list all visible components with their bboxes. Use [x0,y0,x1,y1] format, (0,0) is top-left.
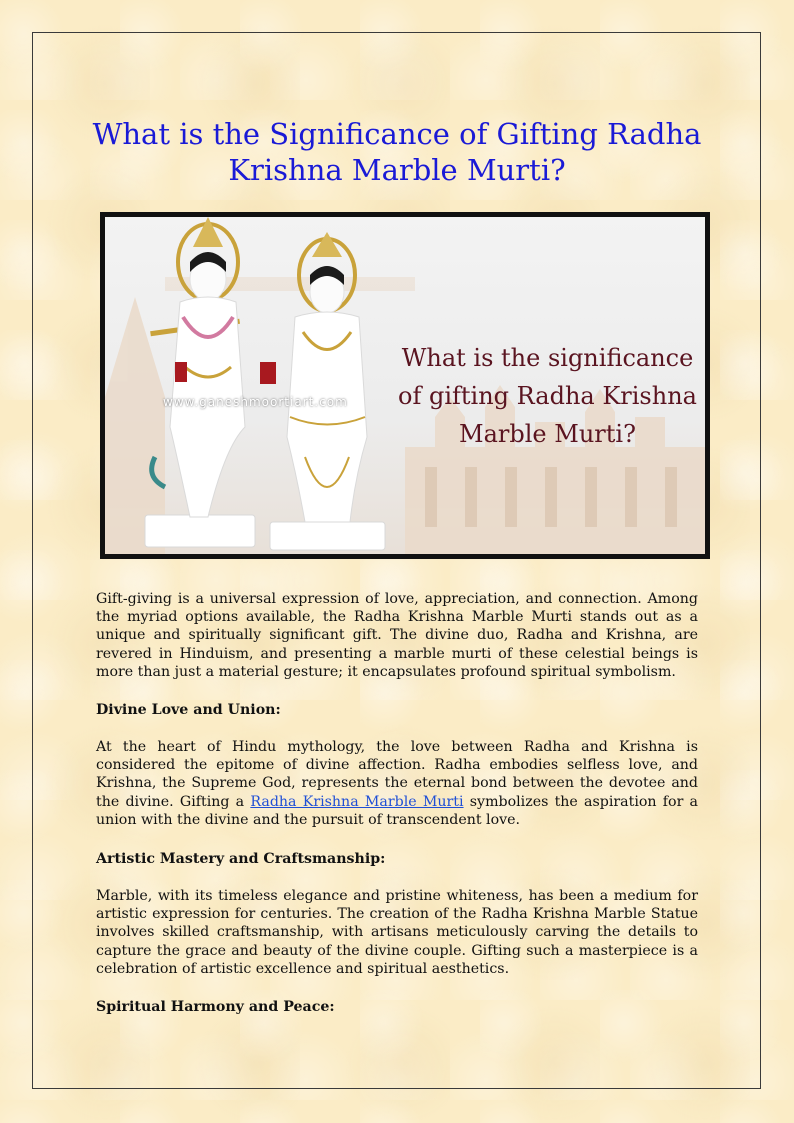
watermark-text: www.ganeshmoortiart.com [163,395,348,409]
intro-paragraph: Gift-giving is a universal expression of love, appreciation, and connection. Among the myriad options available, the Radha Krishna Marble Murti stands out as a unique and spiritually significant gift. The divine duo, Radha and Krishna, are revered in Hinduism, and presenting a marble murti of these celestial beings is more than just a material gesture; it encapsulates profound spiritual symbolism. [96,591,698,680]
section-heading-spiritual-harmony: Spiritual Harmony and Peace: [96,999,335,1015]
radha-figure [287,232,367,522]
section-heading-divine-love: Divine Love and Union: [96,702,281,718]
hero-caption: What is the significance of gifting Radha Krishna Marble Murti? [398,344,697,448]
divine-love-text-1: At the heart of Hindu mythology, the love between Radha and Krishna is considered the epitome of divine affection. Radha embodies selfless love, and Krishna, the Supreme God, represents the eternal bond between the devotee and the divine. Gifting a [96,739,698,810]
page-title: What is the Significance of Gifting Radha Krishna Marble Murti? [92,117,702,187]
hero-image [100,212,710,559]
section-heading-artistic-mastery: Artistic Mastery and Craftsmanship: [96,851,386,867]
krishna-figure [150,217,276,517]
radha-base [270,522,385,550]
divine-love-text-2: symbolizes the aspiration for a union with the divine and the pursuit of transcendent love. [96,793,699,828]
krishna-base [145,515,255,547]
radha-krishna-murti-link[interactable]: Radha Krishna Marble Murti [250,793,464,810]
divine-love-paragraph [96,738,698,829]
artistic-mastery-paragraph: Marble, with its timeless elegance and pristine whiteness, has been a medium for artistic expression for centuries. The creation of the Radha Krishna Marble Statue involves skilled craftsmanship, with artisans meticulously carving the details to capture the grace and beauty of the divine couple. Gifting such a masterpiece is a celebration of artistic excellence and spiritual aesthetics. [96,888,698,977]
